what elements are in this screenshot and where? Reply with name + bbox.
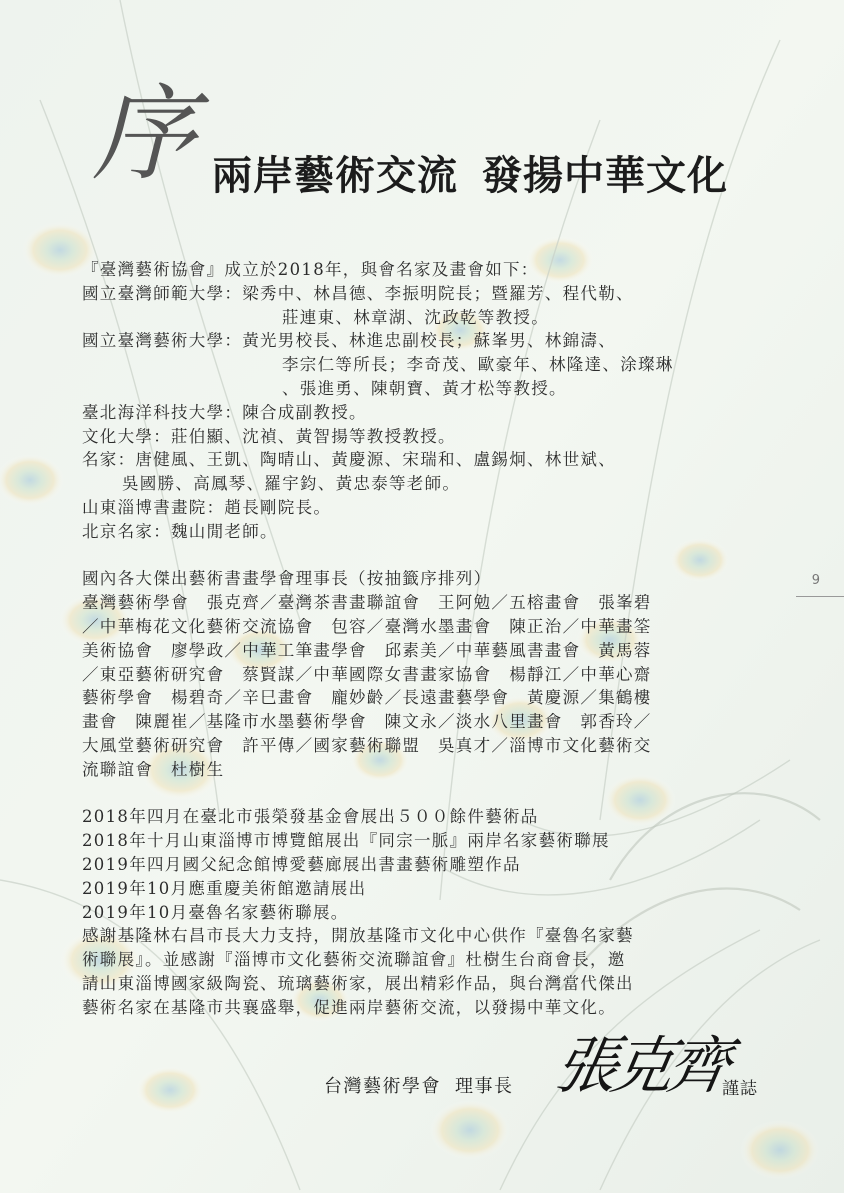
intro-line: 『臺灣藝術協會』成立於2018年，與會名家及畫會如下： [82, 260, 539, 279]
ntua-line-1: 國立臺灣藝術大學：黃光男校長、林進忠副校長；蘇峯男、林錦濤、 [82, 331, 616, 351]
chairs-line-7: 大風堂藝術研究會 許平傳／國家藝術聯盟 吳真才／淄博市文化藝術交 [82, 735, 652, 755]
chairs-heading: 國內各大傑出藝術書畫學會理事長（按抽籤序排列） [82, 569, 492, 589]
thanks-line-1: 感謝基隆林右昌市長大力支持，開放基隆市文化中心供作『臺魯名家藝 [82, 926, 634, 946]
page-number-rule [796, 596, 844, 597]
ntou-line: 臺北海洋科技大學：陳合成副教授。 [82, 402, 367, 422]
chairs-line-1: 臺灣藝術學會 張克齊／臺灣茶書畫聯誼會 王阿勉／五榕畫會 張峯碧 [82, 593, 652, 613]
pccu-line: 文化大學：莊伯顯、沈禎、黃智揚等教授教授。 [82, 426, 456, 446]
page-number: 9 [811, 573, 820, 588]
signoff-closing: 謹誌 [722, 1079, 758, 1099]
title-part-1: 兩岸藝術交流 [212, 152, 458, 199]
chairs-line-8: 流聯誼會 杜樹生 [82, 759, 225, 779]
title-part-2: 發揚中華文化 [482, 152, 728, 199]
page-title [212, 154, 728, 198]
event-line-5: 2019年10月臺魯名家藝術聯展。 [82, 902, 349, 922]
masters-line-1: 名家：唐健風、王凱、陶晴山、黃慶源、宋瑞和、盧錫炯、林世斌、 [82, 450, 616, 470]
chairs-line-4: ／東亞藝術研究會 蔡賢謀／中華國際女書畫家協會 楊靜江／中華心齋 [82, 664, 652, 684]
chairs-line-2: ／中華梅花文化藝術交流協會 包容／臺灣水墨畫會 陳正治／中華畫筌 [82, 616, 652, 636]
body-text [82, 258, 772, 1020]
thanks-line-2: 術聯展』。並感謝『淄博市文化藝術交流聯誼會』杜樹生台商會長，邀 [82, 950, 626, 970]
signoff-org: 台灣藝術學會 [324, 1076, 441, 1097]
thanks-line-4: 藝術名家在基隆市共襄盛舉，促進兩岸藝術交流，以發揚中華文化。 [82, 997, 616, 1017]
signoff-line [324, 1072, 514, 1098]
chairs-line-3: 美術協會 廖學政／中華工筆畫學會 邱素美／中華藝風書畫會 黃馬蓉 [82, 640, 652, 660]
event-line-1: 2018年四月在臺北市張榮發基金會展出５００餘件藝術品 [82, 807, 539, 827]
ntua-line-2: 李宗仁等所長；李奇茂、歐豪年、林隆達、涂璨琳 [282, 355, 674, 375]
shandong-line: 山東淄博書畫院：趙長剛院長。 [82, 497, 332, 517]
ntnu-line-1: 國立臺灣師範大學：梁秀中、林昌德、李振明院長；暨羅芳、程代勒、 [82, 283, 634, 303]
chairs-line-6: 畫會 陳麗崔／基隆市水墨藝術學會 陳文永／淡水八里畫會 郭香玲／ [82, 712, 652, 732]
event-line-2: 2018年十月山東淄博市博覽館展出『同宗一脈』兩岸名家藝術聯展 [82, 831, 610, 851]
beijing-line: 北京名家：魏山閒老師。 [82, 521, 278, 541]
event-line-3: 2019年四月國父紀念館博愛藝廊展出書畫藝術雕塑作品 [82, 854, 521, 874]
event-line-4: 2019年10月應重慶美術館邀請展出 [82, 878, 367, 898]
ntua-line-3: 、張進勇、陳朝寶、黃才松等教授。 [282, 378, 567, 398]
ntnu-line-2: 莊連東、林章湖、沈政乾等教授。 [282, 307, 549, 327]
preface-title-char: 序 [92, 73, 197, 195]
signoff-role: 理事長 [455, 1076, 514, 1097]
thanks-line-3: 請山東淄博國家級陶瓷、琉璃藝術家，展出精彩作品，與台灣當代傑出 [82, 973, 634, 993]
masters-line-2: 吳國勝、高鳳琴、羅宇鈞、黃忠泰等老師。 [122, 474, 461, 494]
handwritten-signature: 張克齊 [549, 1029, 731, 1102]
chairs-line-5: 藝術學會 楊碧奇／辛巳畫會 龐妙齡／長遠畫藝學會 黃慶源／集鶴樓 [82, 688, 652, 708]
